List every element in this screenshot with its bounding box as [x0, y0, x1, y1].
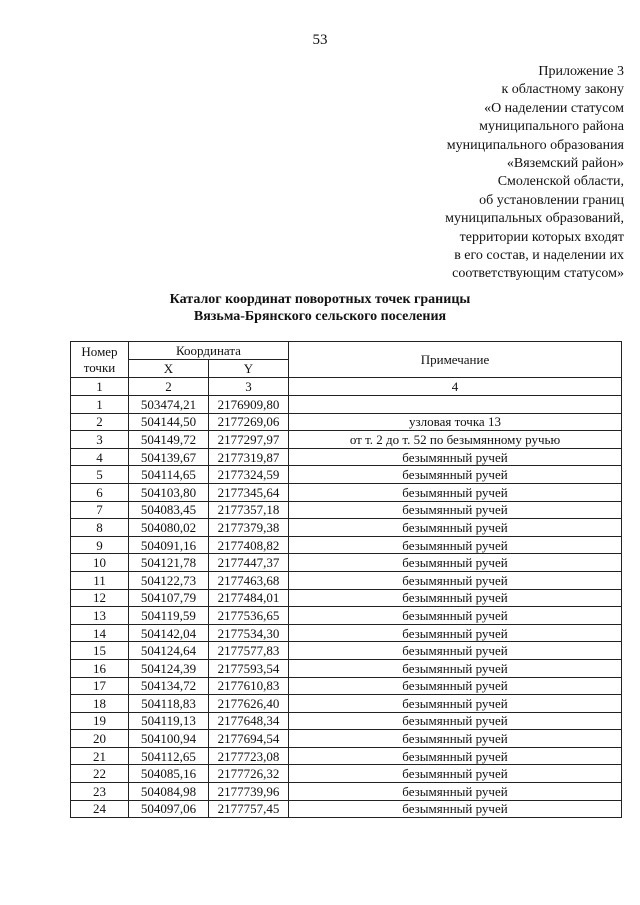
y-coordinate-cell: 2177408,82 [209, 536, 289, 554]
catalog-title [0, 291, 640, 325]
coordinates-table [70, 341, 622, 818]
note-cell: безымянный ручей [289, 571, 622, 589]
point-number-cell: 15 [71, 642, 129, 660]
note-cell: безымянный ручей [289, 536, 622, 554]
x-coordinate-cell: 504124,64 [129, 642, 209, 660]
appendix-header [324, 63, 624, 284]
x-coordinate-cell: 504139,67 [129, 448, 209, 466]
table-row [71, 624, 622, 642]
point-number-cell: 10 [71, 554, 129, 572]
y-coordinate-cell: 2177610,83 [209, 677, 289, 695]
point-number-cell: 18 [71, 695, 129, 713]
x-coordinate-cell: 504083,45 [129, 501, 209, 519]
column-number: 1 [71, 378, 129, 396]
appendix-line: соответствующим статусом» [452, 266, 624, 282]
y-coordinate-cell: 2177345,64 [209, 483, 289, 501]
note-cell: безымянный ручей [289, 483, 622, 501]
y-coordinate-cell: 2177648,34 [209, 712, 289, 730]
x-coordinate-cell: 504118,83 [129, 695, 209, 713]
point-number-cell: 7 [71, 501, 129, 519]
point-number-cell: 23 [71, 783, 129, 801]
appendix-line: территории которых входят [459, 229, 624, 245]
note-cell: безымянный ручей [289, 642, 622, 660]
x-coordinate-cell: 504144,50 [129, 413, 209, 431]
y-coordinate-cell: 2177536,65 [209, 607, 289, 625]
x-coordinate-cell: 504112,65 [129, 747, 209, 765]
y-coordinate-cell: 2177726,32 [209, 765, 289, 783]
point-number-cell: 24 [71, 800, 129, 818]
x-coordinate-cell: 504142,04 [129, 624, 209, 642]
appendix-line: «О наделении статусом [484, 100, 624, 116]
header-point-number-line-1: Номер [81, 343, 118, 359]
x-coordinate-cell: 504134,72 [129, 677, 209, 695]
table-row [71, 554, 622, 572]
table-row [71, 413, 622, 431]
note-cell: безымянный ручей [289, 800, 622, 818]
note-cell: безымянный ручей [289, 554, 622, 572]
header-point-number [71, 342, 129, 378]
x-coordinate-cell: 504114,65 [129, 466, 209, 484]
note-cell: узловая точка 13 [289, 413, 622, 431]
catalog-title-line-1: Каталог координат поворотных точек границы [169, 292, 471, 307]
point-number-cell: 1 [71, 396, 129, 414]
y-coordinate-cell: 2177626,40 [209, 695, 289, 713]
table-row [71, 659, 622, 677]
note-cell: безымянный ручей [289, 589, 622, 607]
table-row [71, 747, 622, 765]
point-number-cell: 3 [71, 431, 129, 449]
table-row [71, 695, 622, 713]
x-coordinate-cell: 504091,16 [129, 536, 209, 554]
point-number-cell: 20 [71, 730, 129, 748]
appendix-line: об установлении границ [479, 192, 624, 208]
header-note: Примечание [289, 342, 622, 378]
appendix-line: муниципального района [479, 119, 624, 135]
y-coordinate-cell: 2177723,08 [209, 747, 289, 765]
x-coordinate-cell: 504103,80 [129, 483, 209, 501]
x-coordinate-cell: 504124,39 [129, 659, 209, 677]
table-row [71, 519, 622, 537]
y-coordinate-cell: 2177324,59 [209, 466, 289, 484]
y-coordinate-cell: 2177447,37 [209, 554, 289, 572]
appendix-line: в его состав, и наделении их [454, 248, 624, 264]
y-coordinate-cell: 2177379,38 [209, 519, 289, 537]
y-coordinate-cell: 2177297,97 [209, 431, 289, 449]
x-coordinate-cell: 504119,59 [129, 607, 209, 625]
table-row [71, 800, 622, 818]
y-coordinate-cell: 2177757,45 [209, 800, 289, 818]
note-cell: безымянный ручей [289, 695, 622, 713]
appendix-line: Смоленской области, [497, 174, 624, 190]
note-cell: безымянный ручей [289, 624, 622, 642]
note-cell: от т. 2 до т. 52 по безымянному ручью [289, 431, 622, 449]
y-coordinate-cell: 2177577,83 [209, 642, 289, 660]
table-row [71, 589, 622, 607]
x-coordinate-cell: 504107,79 [129, 589, 209, 607]
header-coordinate: Координата [129, 342, 289, 360]
appendix-line: муниципальных образований, [445, 211, 624, 227]
point-number-cell: 13 [71, 607, 129, 625]
table-row [71, 571, 622, 589]
note-cell: безымянный ручей [289, 747, 622, 765]
point-number-cell: 9 [71, 536, 129, 554]
x-coordinate-cell: 504122,73 [129, 571, 209, 589]
point-number-cell: 5 [71, 466, 129, 484]
y-coordinate-cell: 2177739,96 [209, 783, 289, 801]
note-cell: безымянный ручей [289, 730, 622, 748]
point-number-cell: 6 [71, 483, 129, 501]
table-body [71, 396, 622, 818]
table-row [71, 607, 622, 625]
header-y: Y [209, 360, 289, 378]
x-coordinate-cell: 504119,13 [129, 712, 209, 730]
y-coordinate-cell: 2177269,06 [209, 413, 289, 431]
table-row [71, 783, 622, 801]
page-number: 53 [312, 32, 328, 48]
y-coordinate-cell: 2177694,54 [209, 730, 289, 748]
table-row [71, 431, 622, 449]
table-row [71, 642, 622, 660]
note-cell: безымянный ручей [289, 677, 622, 695]
x-coordinate-cell: 504097,06 [129, 800, 209, 818]
note-cell: безымянный ручей [289, 783, 622, 801]
table-row [71, 396, 622, 414]
appendix-line: Приложение 3 [538, 64, 624, 79]
y-coordinate-cell: 2177534,30 [209, 624, 289, 642]
x-coordinate-cell: 504100,94 [129, 730, 209, 748]
point-number-cell: 21 [71, 747, 129, 765]
y-coordinate-cell: 2176909,80 [209, 396, 289, 414]
column-number: 4 [289, 378, 622, 396]
y-coordinate-cell: 2177484,01 [209, 589, 289, 607]
point-number-cell: 11 [71, 571, 129, 589]
x-coordinate-cell: 504084,98 [129, 783, 209, 801]
point-number-cell: 22 [71, 765, 129, 783]
point-number-cell: 4 [71, 448, 129, 466]
appendix-line: «Вяземский район» [506, 156, 624, 172]
column-number: 2 [129, 378, 209, 396]
note-cell: безымянный ручей [289, 712, 622, 730]
x-coordinate-cell: 504085,16 [129, 765, 209, 783]
table-header-row [71, 342, 622, 360]
table-row [71, 712, 622, 730]
y-coordinate-cell: 2177593,54 [209, 659, 289, 677]
catalog-title-line-2: Вязьма-Брянского сельского поселения [193, 309, 447, 324]
note-cell [289, 396, 622, 414]
x-coordinate-cell: 504121,78 [129, 554, 209, 572]
y-coordinate-cell: 2177319,87 [209, 448, 289, 466]
note-cell: безымянный ручей [289, 519, 622, 537]
point-number-cell: 16 [71, 659, 129, 677]
note-cell: безымянный ручей [289, 765, 622, 783]
x-coordinate-cell: 503474,21 [129, 396, 209, 414]
x-coordinate-cell: 504149,72 [129, 431, 209, 449]
table-row [71, 765, 622, 783]
point-number-cell: 8 [71, 519, 129, 537]
header-x: X [129, 360, 209, 378]
point-number-cell: 2 [71, 413, 129, 431]
note-cell: безымянный ручей [289, 607, 622, 625]
table-row [71, 448, 622, 466]
y-coordinate-cell: 2177463,68 [209, 571, 289, 589]
table-row [71, 677, 622, 695]
point-number-cell: 12 [71, 589, 129, 607]
point-number-cell: 14 [71, 624, 129, 642]
note-cell: безымянный ручей [289, 448, 622, 466]
column-number: 3 [209, 378, 289, 396]
appendix-line: муниципального образования [446, 137, 624, 153]
point-number-cell: 19 [71, 712, 129, 730]
table-row [71, 483, 622, 501]
header-point-number-line-2: точки [83, 359, 116, 375]
y-coordinate-cell: 2177357,18 [209, 501, 289, 519]
table-row [71, 466, 622, 484]
note-cell: безымянный ручей [289, 659, 622, 677]
table-row [71, 730, 622, 748]
table-row [71, 501, 622, 519]
note-cell: безымянный ручей [289, 501, 622, 519]
table-column-numbers-row [71, 378, 622, 396]
x-coordinate-cell: 504080,02 [129, 519, 209, 537]
table-row [71, 536, 622, 554]
note-cell: безымянный ручей [289, 466, 622, 484]
appendix-line: к областному закону [501, 82, 624, 98]
point-number-cell: 17 [71, 677, 129, 695]
